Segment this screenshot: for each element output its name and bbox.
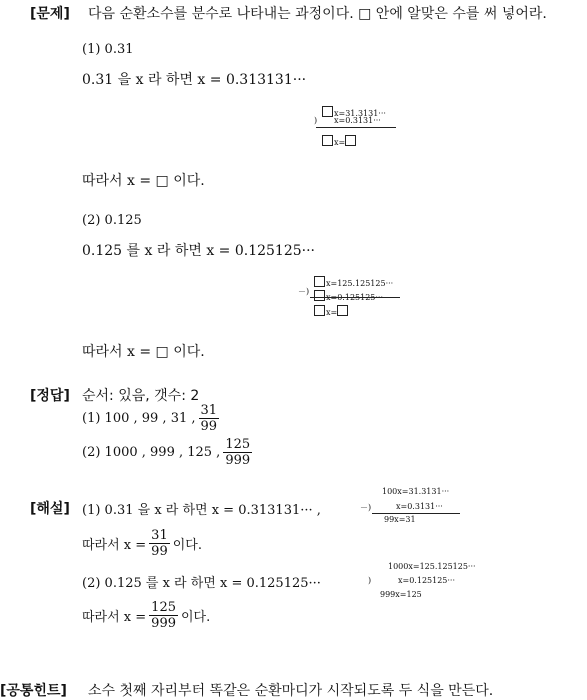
hint-tag: [공통힌트]	[0, 683, 67, 699]
answer1	[82, 403, 222, 434]
problem2-label: (2) 0.125	[82, 213, 142, 228]
problem2-setup: 0.125 를 x 라 하면 x = 0.125125···	[82, 243, 315, 259]
explanation1-fraction	[149, 528, 170, 559]
minus-sign: －)	[360, 503, 372, 512]
problem1-setup: 0.31 을 x 라 하면 x = 0.313131···	[82, 72, 307, 88]
conclusion-text: 이다.	[172, 538, 202, 553]
problem2-conclusion: 따라서 x = □ 이다.	[82, 344, 205, 360]
explanation1-conclusion	[82, 528, 202, 559]
blank-box	[345, 135, 356, 146]
answer2-values: (2) 1000 , 999 , 125 ,	[82, 445, 221, 460]
explanation1-setup: (1) 0.31 을 x 라 하면 x = 0.313131··· ,	[82, 503, 321, 518]
conclusion-text: 따라서 x =	[82, 538, 147, 553]
answer-meta: 순서: 있음, 갯수: 2	[82, 388, 200, 404]
work-line: x=	[334, 138, 346, 147]
problem-statement: 다음 순환소수를 분수로 나타내는 과정이다. □ 안에 알맞은 수를 써 넣어라.	[88, 6, 547, 22]
work-line: x=0.3131···	[396, 502, 443, 511]
explanation2-subtraction-work	[368, 562, 478, 602]
answer1-values: (1) 100 , 99 , 31 ,	[82, 411, 196, 426]
answer1-fraction	[199, 403, 220, 434]
conclusion-text: 따라서 x =	[82, 610, 147, 625]
fraction-numerator: 125	[151, 600, 176, 615]
blank-box	[322, 106, 333, 117]
problem1-label: (1) 0.31	[82, 42, 134, 57]
blank-box	[337, 305, 348, 316]
minus-sign: －)	[298, 287, 310, 296]
answer-tag: [정답]	[30, 388, 70, 404]
work-line: x=0.125125···	[398, 576, 456, 585]
fraction-numerator: 31	[151, 528, 168, 543]
explanation2-conclusion	[82, 600, 210, 631]
hint-text: 소수 첫째 자리부터 똑같은 순환마디가 시작되도록 두 식을 만든다.	[88, 683, 494, 699]
conclusion-text: 이다.	[181, 610, 211, 625]
work-line: x=125.125125···	[326, 279, 394, 288]
problem-tag: [문제]	[30, 6, 70, 22]
explanation1-subtraction-work	[358, 487, 468, 527]
work-line: x=	[326, 308, 338, 317]
problem2-subtraction-work	[298, 271, 408, 316]
work-line: 1000x=125.125125···	[388, 562, 476, 571]
work-line: 100x=31.3131···	[382, 487, 450, 496]
work-line: x=31.3131···	[334, 109, 386, 118]
answer2-fraction	[223, 437, 252, 468]
work-line: 99x=31	[384, 515, 416, 524]
minus-sign: )	[368, 576, 372, 585]
fraction-numerator: 125	[225, 437, 251, 452]
explanation2-setup: (2) 0.125 를 x 라 하면 x = 0.125125···	[82, 576, 321, 591]
explanation2-fraction	[149, 600, 178, 631]
fraction-denominator: 999	[151, 616, 176, 631]
fraction-numerator: 31	[200, 403, 218, 418]
fraction-denominator: 99	[200, 419, 218, 434]
fraction-denominator: 999	[225, 453, 251, 468]
work-line: x=0.3131···	[334, 116, 381, 125]
work-line: x=0.125125···	[326, 293, 384, 302]
fraction-denominator: 99	[151, 544, 168, 559]
answer2	[82, 437, 255, 468]
work-line: 999x=125	[380, 590, 422, 599]
blank-box	[314, 305, 325, 316]
explanation-tag: [해설]	[30, 501, 70, 517]
problem1-subtraction-work	[314, 101, 404, 146]
blank-box	[322, 135, 333, 146]
minus-sign: )	[314, 116, 318, 125]
problem1-conclusion: 따라서 x = □ 이다.	[82, 173, 205, 189]
